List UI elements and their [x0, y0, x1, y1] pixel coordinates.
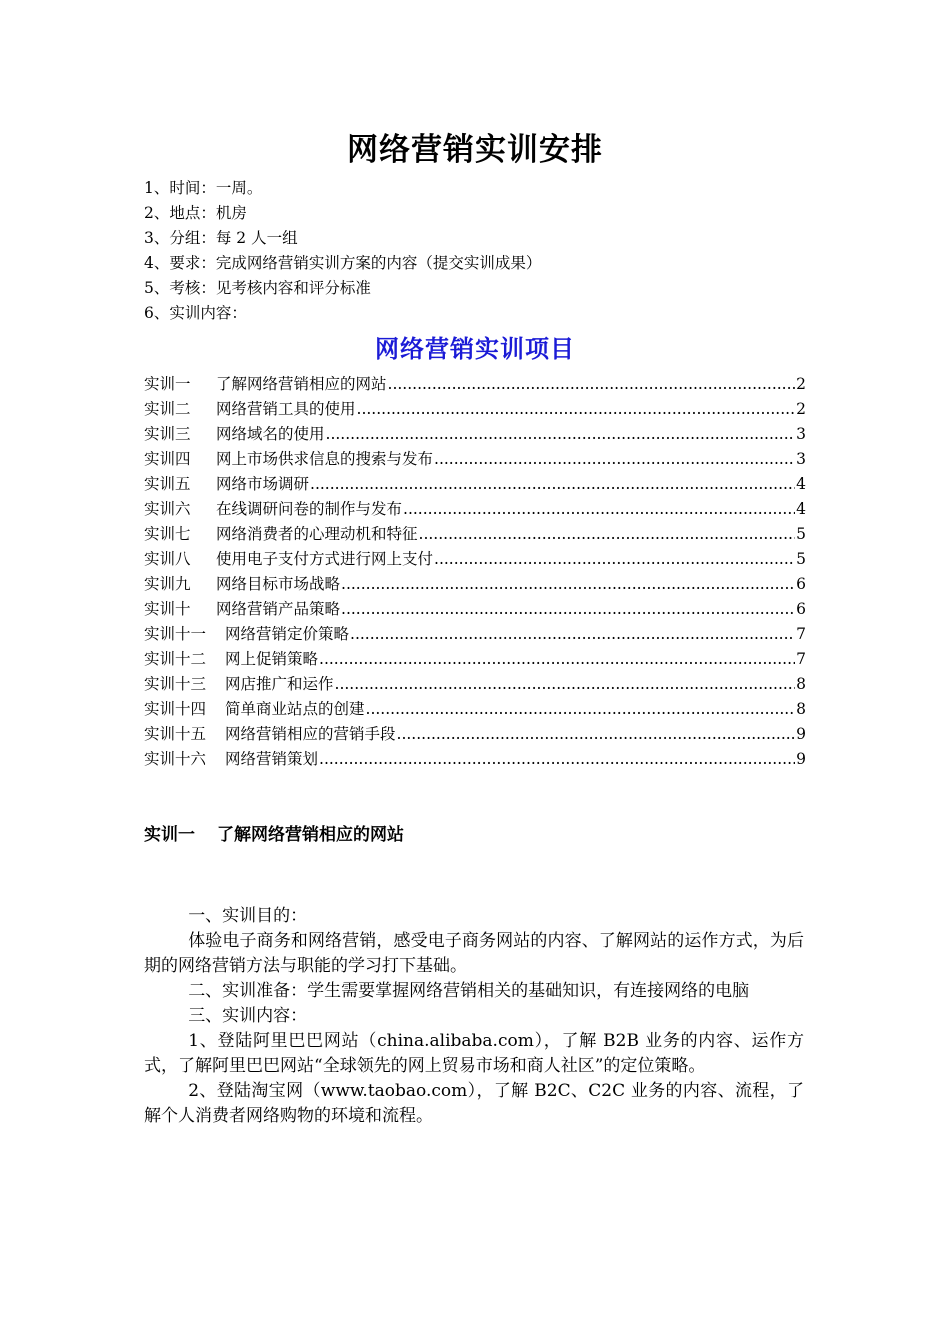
toc-entry-number: 实训十五: [144, 725, 207, 743]
toc-entry-page: 7: [796, 625, 806, 643]
toc-entry-page: 4: [796, 475, 806, 493]
toc-entry-number: 实训七: [144, 525, 191, 543]
toc-entry-title: 网上促销策略: [225, 650, 319, 668]
arrangement-item-content: 6、实训内容：: [144, 304, 247, 322]
toc-entry[interactable]: [144, 597, 806, 622]
toc-entry-number: 实训十: [144, 600, 191, 618]
toc-entry[interactable]: [144, 422, 806, 447]
arrangement-item-assessment: 5、考核：见考核内容和评分标准: [144, 279, 371, 297]
section-heading-title: 了解网络营销相应的网站: [217, 825, 404, 845]
toc-entry-title: 在线调研问卷的制作与发布: [216, 500, 403, 518]
toc-entry-title: 网络营销定价策略: [225, 625, 350, 643]
toc-entry-page: 6: [796, 600, 806, 618]
toc-entry[interactable]: [144, 572, 806, 597]
toc-dot-leader: [434, 547, 795, 572]
arrangement-list: [144, 176, 804, 326]
toc-entry-page: 9: [796, 750, 806, 768]
toc-entry-title: 简单商业站点的创建: [225, 700, 365, 718]
toc-entry[interactable]: [144, 522, 806, 547]
toc-entry-page: 2: [796, 400, 806, 418]
toc-dot-leader: [341, 572, 795, 597]
toc-entry-title: 网络域名的使用: [216, 425, 325, 443]
toc-dot-leader: [434, 447, 795, 472]
arrangement-item-grouping: 3、分组：每 2 人一组: [144, 229, 298, 247]
toc-entry-page: 8: [796, 700, 806, 718]
toc-dot-leader: [388, 372, 796, 397]
toc-entry-title: 网店推广和运作: [225, 675, 334, 693]
toc-entry[interactable]: [144, 447, 806, 472]
toc-dot-leader: [397, 722, 796, 747]
toc-entry-number: 实训三: [144, 425, 191, 443]
toc-entry[interactable]: [144, 372, 806, 397]
toc-entry-title: 了解网络营销相应的网站: [216, 375, 387, 393]
toc-entry-page: 9: [796, 725, 806, 743]
toc-dot-leader: [319, 647, 795, 672]
document-title: 网络营销实训安排: [347, 132, 603, 168]
toc-entry-page: 7: [796, 650, 806, 668]
content-item-taobao: 2、登陆淘宝网（www.taobao.com），了解 B2C、C2C 业务的内容、流程，了解个人消费者网络购物的环境和流程。: [144, 1081, 804, 1126]
section-heading: [144, 822, 404, 848]
toc-dot-leader: [341, 597, 795, 622]
toc-entry-number: 实训六: [144, 500, 191, 518]
toc-entry[interactable]: [144, 697, 806, 722]
preparation-paragraph: 二、实训准备：学生需要掌握网络营销相关的基础知识，有连接网络的电脑: [188, 981, 750, 1001]
purpose-paragraph: 体验电子商务和网络营销，感受电子商务网站的内容、了解网站的运作方式，为后期的网络营销方法与职能的学习打下基础。: [144, 931, 804, 976]
toc-entry[interactable]: [144, 722, 806, 747]
toc-entry-number: 实训四: [144, 450, 191, 468]
toc-entry-title: 网络消费者的心理动机和特征: [216, 525, 418, 543]
toc-entry-title: 网络市场调研: [216, 475, 310, 493]
section-heading-number: 实训一: [144, 825, 195, 845]
toc-entry-page: 3: [796, 425, 806, 443]
toc-entry[interactable]: [144, 672, 806, 697]
purpose-heading: 一、实训目的：: [188, 906, 308, 926]
toc-entry[interactable]: [144, 472, 806, 497]
toc-entry-number: 实训十一: [144, 625, 207, 643]
toc-dot-leader: [350, 622, 795, 647]
toc-dot-leader: [326, 422, 796, 447]
toc-entry-number: 实训一: [144, 375, 191, 393]
arrangement-item-location: 2、地点：机房: [144, 204, 247, 222]
toc-dot-leader: [419, 522, 796, 547]
toc-dot-leader: [310, 472, 795, 497]
toc-entry-page: 5: [796, 550, 806, 568]
toc-entry-title: 网络营销工具的使用: [216, 400, 356, 418]
toc-entry[interactable]: [144, 547, 806, 572]
section-body: [144, 904, 804, 1129]
toc-dot-leader: [335, 672, 796, 697]
toc-entry-title: 网络目标市场战略: [216, 575, 341, 593]
toc-entry[interactable]: [144, 747, 806, 772]
toc-entry-number: 实训二: [144, 400, 191, 418]
toc-entry-page: 5: [796, 525, 806, 543]
toc-dot-leader: [357, 397, 796, 422]
toc-entry[interactable]: [144, 622, 806, 647]
toc-dot-leader: [319, 747, 795, 772]
toc-entry-number: 实训十四: [144, 700, 207, 718]
toc-entry-page: 6: [796, 575, 806, 593]
content-item-alibaba: 1、登陆阿里巴巴网站（china.alibaba.com），了解 B2B 业务的内容、运作方式，了解阿里巴巴网站“全球领先的网上贸易市场和商人社区”的定位策略。: [144, 1031, 804, 1076]
toc-entry-number: 实训五: [144, 475, 191, 493]
arrangement-item-time: 1、时间：一周。: [144, 179, 263, 197]
toc-entry[interactable]: [144, 647, 806, 672]
toc-entry-number: 实训十六: [144, 750, 207, 768]
toc-dot-leader: [403, 497, 795, 522]
toc-entry[interactable]: [144, 397, 806, 422]
toc-entry-number: 实训八: [144, 550, 191, 568]
toc-entry-title: 网络营销产品策略: [216, 600, 341, 618]
toc-entry-title: 网络营销策划: [225, 750, 319, 768]
toc-title: 网络营销实训项目: [375, 334, 575, 363]
toc-entry-number: 实训十二: [144, 650, 207, 668]
toc-entry-page: 4: [796, 500, 806, 518]
table-of-contents: [144, 372, 806, 772]
toc-entry-title: 网络营销相应的营销手段: [225, 725, 396, 743]
toc-entry-title: 使用电子支付方式进行网上支付: [216, 550, 434, 568]
content-heading: 三、实训内容：: [188, 1006, 308, 1026]
toc-dot-leader: [366, 697, 796, 722]
toc-entry[interactable]: [144, 497, 806, 522]
toc-entry-number: 实训十三: [144, 675, 207, 693]
toc-entry-page: 2: [796, 375, 806, 393]
toc-entry-title: 网上市场供求信息的搜索与发布: [216, 450, 434, 468]
toc-entry-page: 8: [796, 675, 806, 693]
toc-entry-number: 实训九: [144, 575, 191, 593]
arrangement-item-requirement: 4、要求：完成网络营销实训方案的内容（提交实训成果）: [144, 254, 542, 272]
toc-entry-page: 3: [796, 450, 806, 468]
